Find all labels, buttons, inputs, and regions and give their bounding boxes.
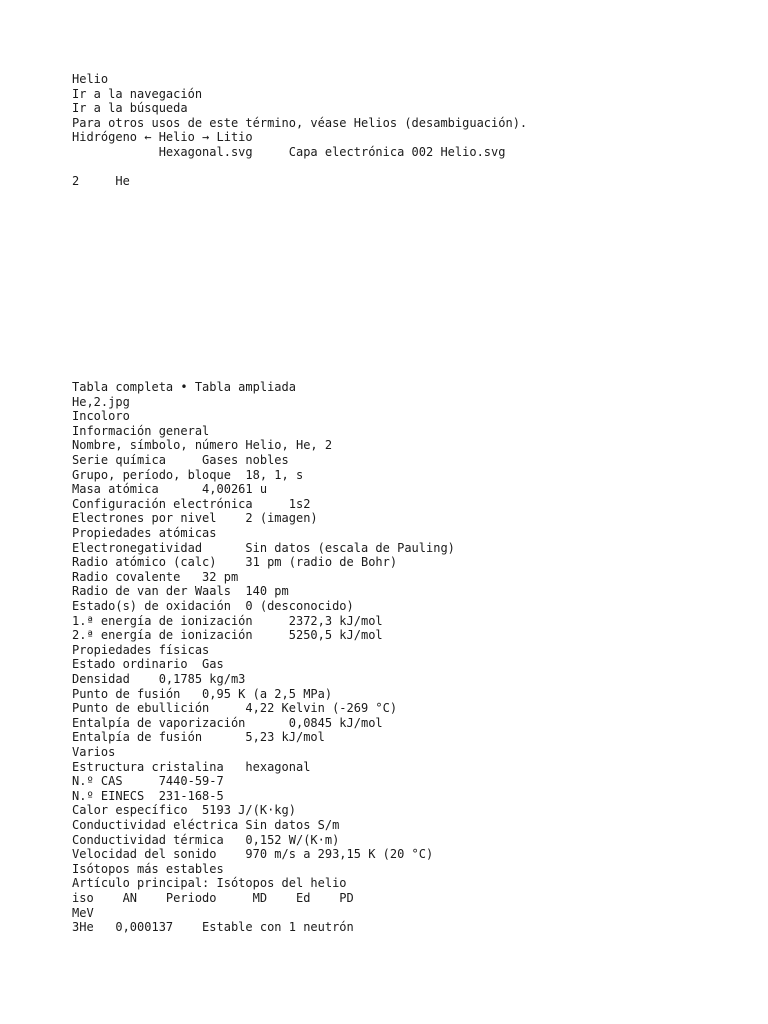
- section-heading-stable-isotopes: Isótopos más estables: [72, 861, 224, 876]
- page-title: Helio: [72, 72, 109, 86]
- info-row-electron-configuration: Configuración electrónica 1s2: [72, 496, 311, 511]
- isotope-table-header: iso AN Periodo MD Ed PD: [72, 891, 354, 905]
- info-row-first-ionization-energy: 1.ª energía de ionización 2372,3 kJ/mol: [72, 613, 383, 628]
- element-navigation: Hidrógeno ← Helio → Litio: [72, 130, 253, 145]
- info-row-enthalpy-of-vaporization: Entalpía de vaporización 0,0845 kJ/mol: [72, 715, 383, 730]
- info-row-boiling-point: Punto de ebullición 4,22 Kelvin (-269 °C): [72, 701, 398, 716]
- image-captions: Hexagonal.svg Capa electrónica 002 Helio.svg: [72, 145, 506, 159]
- section-heading-physical-properties: Propiedades físicas: [72, 642, 210, 657]
- info-row-density: Densidad 0,1785 kg/m3: [72, 672, 246, 686]
- skip-to-navigation-link[interactable]: Ir a la navegación: [72, 86, 203, 101]
- info-row-second-ionization-energy: 2.ª energía de ionización 5250,5 kJ/mol: [72, 628, 383, 643]
- info-row-melting-point: Punto de fusión 0,95 K (a 2,5 MPa): [72, 686, 333, 701]
- info-row-group-period-block: Grupo, período, bloque 18, 1, s: [72, 467, 304, 482]
- info-row-einecs-number: N.º EINECS 231-168-5: [72, 788, 224, 803]
- info-row-electronegativity: Electronegatividad Sin datos (escala de Pauling): [72, 540, 455, 555]
- info-row-specific-heat: Calor específico 5193 J/(K·kg): [72, 803, 296, 818]
- info-row-atomic-radius: Radio atómico (calc) 31 pm (radio de Bohr): [72, 555, 398, 570]
- info-row-van-der-waals-radius: Radio de van der Waals 140 pm: [72, 584, 289, 599]
- appearance: Incoloro: [72, 409, 130, 424]
- disambiguation-note: Para otros usos de este término, véase Helios (desambiguación).: [72, 115, 528, 130]
- info-row-oxidation-states: Estado(s) de oxidación 0 (desconocido): [72, 599, 354, 613]
- section-heading-miscellaneous: Varios: [72, 745, 116, 759]
- atomic-number-symbol: 2 He: [72, 174, 130, 189]
- info-row-thermal-conductivity: Conductividad térmica 0,152 W/(K·m): [72, 832, 340, 847]
- periodic-table-links: Tabla completa • Tabla ampliada: [72, 380, 296, 394]
- info-row-crystal-structure: Estructura cristalina hexagonal: [72, 759, 311, 774]
- info-row-ordinary-state: Estado ordinario Gas: [72, 657, 224, 672]
- isotope-table-row: 3He 0,000137 Estable con 1 neutrón: [72, 920, 354, 935]
- skip-to-search-link[interactable]: Ir a la búsqueda: [72, 101, 188, 116]
- info-row-electrons-per-shell: Electrones por nivel 2 (imagen): [72, 511, 318, 526]
- section-heading-general-info: Información general: [72, 423, 210, 438]
- info-row-enthalpy-of-fusion: Entalpía de fusión 5,23 kJ/mol: [72, 730, 325, 745]
- info-row-covalent-radius: Radio covalente 32 pm: [72, 569, 239, 584]
- info-row-cas-number: N.º CAS 7440-59-7: [72, 774, 224, 789]
- info-row-atomic-mass: Masa atómica 4,00261 u: [72, 482, 268, 497]
- info-row-electrical-conductivity: Conductividad eléctrica Sin datos S/m: [72, 818, 340, 832]
- info-row-name-symbol-number: Nombre, símbolo, número Helio, He, 2: [72, 438, 333, 453]
- main-article-note: Artículo principal: Isótopos del helio: [72, 876, 347, 891]
- sample-image-caption: He,2.jpg: [72, 394, 130, 409]
- isotope-table-header-unit: MeV: [72, 905, 94, 920]
- info-row-chemical-series: Serie química Gases nobles: [72, 453, 289, 467]
- section-heading-atomic-properties: Propiedades atómicas: [72, 526, 217, 540]
- info-row-speed-of-sound: Velocidad del sonido 970 m/s a 293,15 K (20 °C): [72, 847, 434, 862]
